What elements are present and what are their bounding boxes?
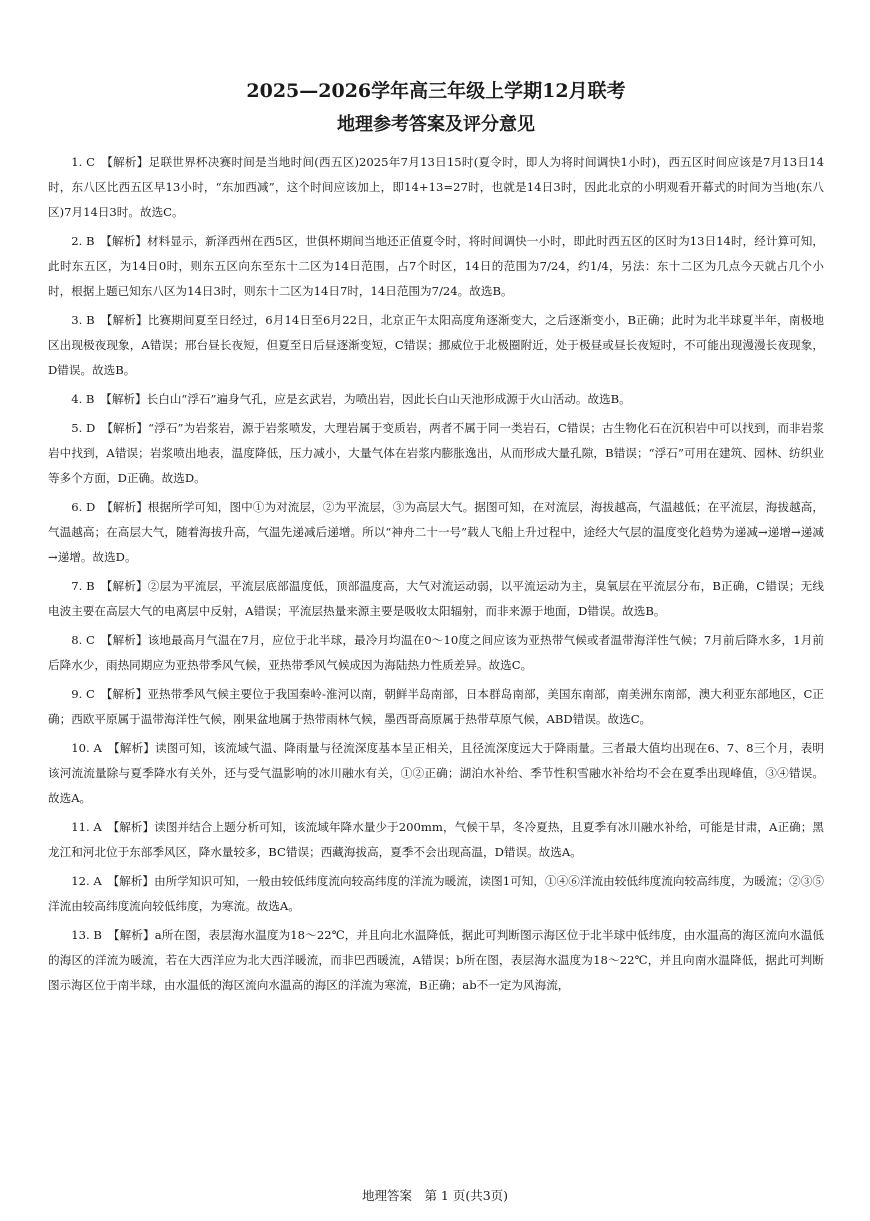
answer-lead: 13. B 【解析】: [71, 928, 155, 942]
answer-item-12: [48, 869, 824, 919]
answer-item-11: [48, 815, 824, 865]
answer-item-1: [48, 150, 824, 225]
answer-lead: 6. D 【解析】: [71, 500, 148, 514]
answer-sheet-page: [48, 78, 824, 1002]
answer-text: ②层为平流层，平流层底部温度低，顶部温度高，大气对流运动弱，以平流运动为主，臭氧层在平流层分布，B正确，C错误；无线电波主要在高层大气的电离层中反射，A错误；平流层热量来源主要是吸收太阳辐射，而非来源于地面，D错误。故选B。: [48, 579, 824, 618]
answer-text: 比赛期间夏至日经过，6月14日至6月22日，北京正午太阳高度角逐渐变大，之后逐渐变小，B正确；此时为北半球夏半年，南极地区出现极夜现象，A错误；邢台昼长夜短，但夏至日后昼逐渐变短，C错误；挪威位于北极圈附近，处于极昼或昼长夜短时，不可能出现漫漫长夜现象，D错误。故选B。: [48, 313, 824, 377]
page-subtitle: 地理参考答案及评分意见: [337, 114, 535, 135]
page-footer: 地理答案 第 1 页(共3页): [361, 1188, 509, 1203]
answer-lead: 7. B 【解析】: [71, 579, 148, 593]
answer-item-10: [48, 736, 824, 811]
answer-text: 读图并结合上题分析可知，该流域年降水量少于200mm，气候干旱，冬冷夏热，且夏季有冰川融水补给，可能是甘肃，A正确；黑龙江和河北位于东部季风区，降水量较多，BC错误；西藏海拔高，夏季不会出现高温，D错误。故选A。: [48, 820, 824, 859]
answer-lead: 5. D 【解析】: [71, 421, 149, 435]
answer-text: 该地最高月气温在7月，应位于北半球，最冷月均温在0～10度之间应该为亚热带气候或者温带海洋性气候；7月前后降水多，1月前后降水少，雨热同期应为亚热带季风气候，亚热带季风气候成因为海陆热力性质差异。故选C。: [48, 633, 824, 672]
answer-item-7: [48, 574, 824, 624]
answer-text: 足联世界杯决赛时间是当地时间(西五区)2025年7月13日15时(夏令时，即人为将时间调快1小时)，西五区时间应该是7月13日14时，东八区比西五区早13小时，“东加西减”，这个时间应该加上，即14+13=27时，也就是14日3时，因此北京的小明观看开幕式的时间为当地(东八区)7月14日3时。故选C。: [48, 155, 824, 219]
answer-item-8: [48, 628, 824, 678]
answer-list: [48, 150, 824, 998]
answer-lead: 2. B 【解析】: [71, 234, 147, 248]
answer-item-2: [48, 229, 824, 304]
answer-text: 亚热带季风气候主要位于我国秦岭-淮河以南，朝鲜半岛南部，日本群岛南部，美国东南部，南美洲东南部，澳大利亚东部地区，C正确；西欧平原属于温带海洋性气候，刚果盆地属于热带雨林气候，墨西哥高原属于热带草原气候，ABD错误。故选C。: [48, 687, 824, 726]
answer-text: a所在图，表层海水温度为18～22℃，并且向北水温降低，据此可判断图示海区位于北半球中低纬度，由水温高的海区流向水温低的海区的洋流为暖流，若在大西洋应为北大西洋暖流，而非巴西暖流，A错误；b所在图，表层海水温度为18～22℃，并且向南水温降低，据此可判断图示海区位于南半球，由水温低的海区流向水温高的海区的洋流为寒流，B正确；ab不一定为风海流，: [48, 928, 824, 992]
answer-lead: 11. A 【解析】: [71, 820, 155, 834]
answer-item-3: [48, 308, 824, 383]
answer-item-9: [48, 682, 824, 732]
answer-text: “浮石”为岩浆岩，源于岩浆喷发，大理岩属于变质岩，两者不属于同一类岩石，C错误；古生物化石在沉积岩中可以找到，而非岩浆岩中找到，A错误；岩浆喷出地表，温度降低，压力减小，大量气体在岩浆内膨胀逸出，从而形成大量孔隙，B错误；“浮石”可用在建筑、园林、纺织业等多个方面，D正确。故选D。: [48, 421, 825, 485]
page-title: 2025—2026学年高三年级上学期12月联考: [246, 80, 626, 102]
answer-lead: 1. C 【解析】: [71, 155, 149, 169]
answer-item-5: [48, 416, 824, 491]
answer-text: 长白山“浮石”遍身气孔，应是玄武岩，为喷出岩，因此长白山天池形成源于火山活动。故选B。: [146, 392, 631, 406]
answer-text: 根据所学可知，图中①为对流层，②为平流层，③为高层大气。据图可知，在对流层，海拔越高，气温越低；在平流层，海拔越高，气温越高；在高层大气，随着海拔升高，气温先递减后递增。所以“神舟二十一号”载人飞船上升过程中，途经大气层的温度变化趋势为递减→递增→递减→递增。故选D。: [48, 500, 824, 564]
answer-item-4: [48, 387, 824, 412]
answer-lead: 10. A 【解析】: [71, 741, 155, 755]
answer-item-6: [48, 495, 824, 570]
answer-lead: 3. B 【解析】: [71, 313, 148, 327]
answer-item-13: [48, 923, 824, 998]
answer-text: 材料显示，新泽西州在西5区，世俱杯期间当地还正值夏令时，将时间调快一小时，即此时西五区的区时为13日14时，经计算可知，此时东五区，为14日0时，则东五区向东至东十二区为14日范围，占7个时区，14日的范围为7/24，约1/4，另法：东十二区为几点今天就占几个小时，根据上题已知东八区为14日3时，则东十二区为14日7时，14日范围为7/24。故选B。: [48, 234, 824, 298]
answer-lead: 8. C 【解析】: [71, 633, 148, 647]
answer-lead: 12. A 【解析】: [71, 874, 155, 888]
answer-lead: 4. B 【解析】: [71, 392, 147, 406]
answer-lead: 9. C 【解析】: [71, 687, 148, 701]
answer-text: 由所学知识可知，一般由较低纬度流向较高纬度的洋流为暖流，读图1可知，①④⑥洋流由较低纬度流向较高纬度，为暖流；②③⑤洋流由较高纬度流向较低纬度，为寒流。故选A。: [48, 874, 824, 913]
answer-text: 读图可知，该流域气温、降雨量与径流深度基本呈正相关，且径流深度远大于降雨量。三者最大值均出现在6、7、8三个月，表明该河流流量除与夏季降水有关外，还与受气温影响的冰川融水有关，①②正确；湖泊水补给、季节性积雪融水补给均不会在夏季出现峰值，③④错误。故选A。: [48, 741, 824, 805]
